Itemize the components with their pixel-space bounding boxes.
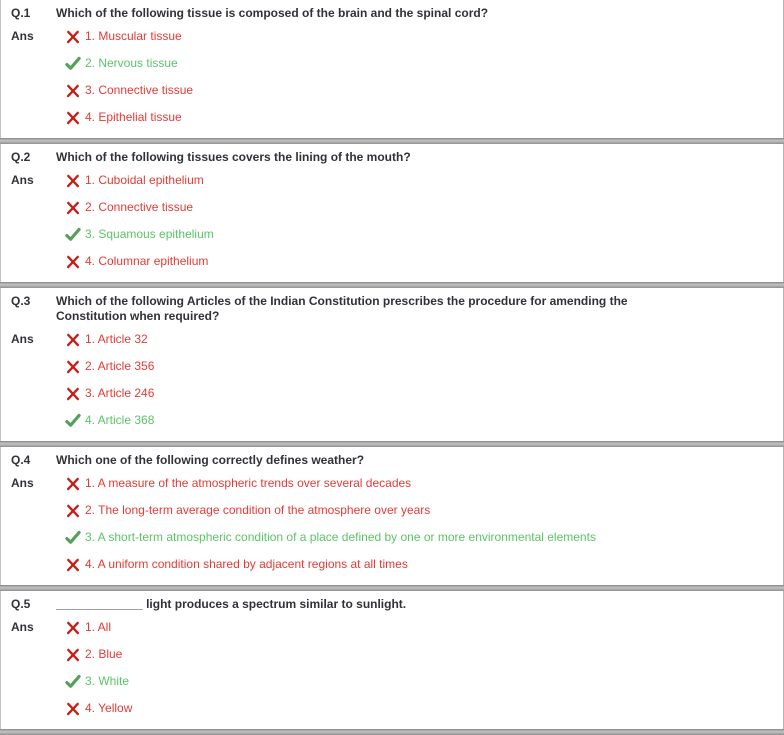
answer-row [11,173,773,269]
option-row [65,530,773,545]
cross-icon [65,503,81,518]
answer-row [11,29,773,125]
option-row [65,227,773,242]
cross-icon [65,386,81,401]
question-number: Q.5 [11,597,31,611]
answer-label: Ans [11,476,34,490]
option-text: 4. A uniform condition shared by adjacent regions at all times [85,557,408,571]
question-row [11,453,773,468]
question-text: Which of the following Articles of the Indian Constitution prescribes the procedure for amending the Constitution when required? [56,294,628,323]
option-text: 1. Cuboidal epithelium [85,173,204,187]
question-block [0,0,784,138]
question-block [0,144,784,282]
option-row [65,332,773,347]
option-text: 4. Yellow [85,701,133,715]
options-list [56,173,773,269]
question-row [11,597,773,612]
cross-icon [65,29,81,44]
option-row [65,359,773,374]
option-text: 1. Muscular tissue [85,29,182,43]
option-row [65,173,773,188]
answer-label: Ans [11,620,34,634]
check-icon [65,227,81,242]
cross-icon [65,620,81,635]
option-row [65,254,773,269]
option-text: 2. Nervous tissue [85,56,178,70]
option-row [65,83,773,98]
option-row [65,674,773,689]
options-list [56,476,773,572]
question-block [0,591,784,729]
option-text: 2. Article 356 [85,359,155,373]
question-text: Which of the following tissues covers the lining of the mouth? [56,150,411,164]
cross-icon [65,647,81,662]
option-row [65,647,773,662]
cross-icon [65,332,81,347]
answer-label: Ans [11,173,34,187]
option-row [65,413,773,428]
question-row [11,150,773,165]
section-divider [0,729,784,735]
cross-icon [65,83,81,98]
question-number: Q.4 [11,453,31,467]
option-text: 2. The long-term average condition of the atmosphere over years [85,503,431,517]
question-block [0,447,784,585]
option-row [65,200,773,215]
option-text: 4. Epithelial tissue [85,110,182,124]
answer-row [11,476,773,572]
question-text: _____________ light produces a spectrum similar to sunlight. [56,597,407,611]
option-row [65,503,773,518]
option-text: 3. Article 246 [85,386,155,400]
question-number: Q.3 [11,294,31,308]
question-text: Which of the following tissue is composed of the brain and the spinal cord? [56,6,489,20]
question-block [0,288,784,441]
option-row [65,56,773,71]
cross-icon [65,557,81,572]
question-text: Which one of the following correctly defines weather? [56,453,365,467]
answer-row [11,620,773,716]
cross-icon [65,173,81,188]
option-text: 3. White [85,674,130,688]
option-text: 1. A measure of the atmospheric trends over several decades [85,476,412,490]
question-number: Q.1 [11,6,31,20]
option-row [65,110,773,125]
option-text: 1. All [85,620,112,634]
option-row [65,557,773,572]
check-icon [65,56,81,71]
check-icon [65,413,81,428]
option-text: 2. Connective tissue [85,200,194,214]
options-list [56,620,773,716]
answer-label: Ans [11,332,34,346]
option-text: 2. Blue [85,647,123,661]
cross-icon [65,359,81,374]
option-text: 4. Columnar epithelium [85,254,209,268]
option-row [65,476,773,491]
check-icon [65,674,81,689]
cross-icon [65,476,81,491]
options-list [56,29,773,125]
answer-row [11,332,773,428]
question-row [11,294,773,324]
question-number: Q.2 [11,150,31,164]
option-text: 1. Article 32 [85,332,148,346]
cross-icon [65,200,81,215]
cross-icon [65,110,81,125]
option-text: 3. Connective tissue [85,83,194,97]
option-text: 3. Squamous epithelium [85,227,214,241]
cross-icon [65,701,81,716]
option-row [65,620,773,635]
option-row [65,29,773,44]
option-text: 3. A short-term atmospheric condition of a place defined by one or more environmental elements [85,530,596,544]
option-row [65,386,773,401]
options-list [56,332,773,428]
question-row [11,6,773,21]
option-row [65,701,773,716]
cross-icon [65,254,81,269]
check-icon [65,530,81,545]
option-text: 4. Article 368 [85,413,155,427]
answer-label: Ans [11,29,34,43]
